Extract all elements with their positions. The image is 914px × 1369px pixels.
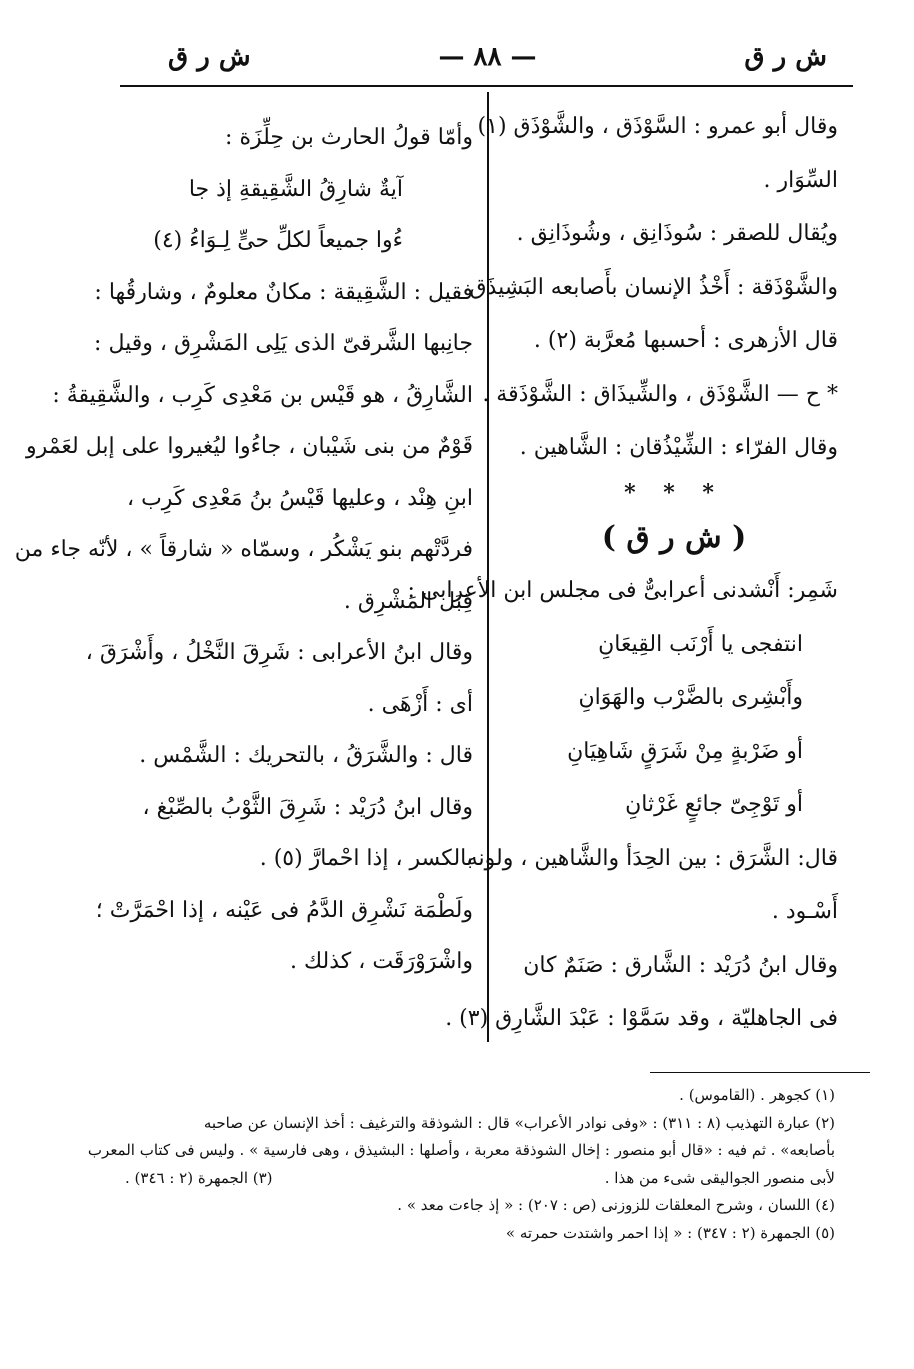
text-line: * ح — الشَّوْذَق ، والشِّيذَاق : الشَّوْذَقة . bbox=[482, 381, 838, 407]
verse-line: ءُوا جميعاً لكلِّ حىٍّ لِـوَاءُ (٤) bbox=[153, 228, 403, 253]
text-line: قال : والشَّرَقُ ، بالتحريك : الشَّمْس . bbox=[139, 743, 473, 768]
text-line: قَوْمٌ من بنى شَيْبان ، جاءُوا ليُغيروا على إبل لعَمْرو bbox=[25, 434, 473, 459]
footnote-2-end: لأبى منصور الجواليقى شىء من هذا . bbox=[604, 1168, 835, 1187]
text-line: قال: الشَّرَق : بين الحِدَأ والشَّاهين ، ولونه bbox=[466, 845, 838, 871]
footnote-2: (٢) عبارة التهذيب (٨ : ٣١١) : «وفى نوادر الأعراب» قال : الشوذقة والترغيف : أخذ الإنسان عن صاحبه bbox=[203, 1113, 835, 1132]
footnotes bbox=[87, 1082, 835, 1247]
footnote-1: (١) كجوهر . (القاموس) . bbox=[679, 1086, 835, 1104]
text-line: ويُقال للصقر : سُوذَانِق ، وشُوذَانِق . bbox=[516, 221, 838, 246]
text-line: واشْرَوْرَقَت ، كذلك . bbox=[289, 949, 473, 974]
text-line: وقال ابنُ دُرَيْد : شَرِقَ الثَّوْبُ بالصِّبْغ ، bbox=[142, 794, 473, 820]
text-line: فى الجاهليّة ، وقد سَمَّوْا : عَبْدَ الشَّارِق (٣) . bbox=[445, 1006, 838, 1031]
text-line: الشَّارِقُ ، هو قَيْس بن مَعْدِى كَرِب ، والشَّقِيقةُ : bbox=[52, 382, 473, 408]
text-line: ولَطْمَة نَشْرِق الدَّمُ فى عَيْنه ، إذا احْمَرَّتْ ؛ bbox=[95, 897, 473, 923]
page-header bbox=[120, 38, 855, 86]
verse-line: أو ضَرْبةٍ مِنْ شَرَقٍ شَاهِيَانِ bbox=[567, 738, 803, 764]
footnote-5: (٥) الجمهرة (٢ : ٣٤٧) : « إذا احمر واشتدت حمرته » bbox=[505, 1223, 835, 1242]
text-line: شَمِر: أَنْشدنى أعرابىٌّ فى مجلس ابن الأعرابى : bbox=[407, 578, 838, 603]
text-line: وقال ابنُ دُرَيْد : الشَّارق : صَنَمٌ كان bbox=[523, 952, 838, 978]
verse-line: انتفجى يا أَرْنَب القِيعَانِ bbox=[598, 631, 803, 657]
verse-line: آيةٌ شارِقُ الشَّقِيقةِ إذ جا bbox=[188, 176, 403, 202]
text-line: وقال ابنُ الأعرابى : شَرِقَ النَّخْلُ ، وأَشْرَقَ ، bbox=[85, 640, 473, 665]
text-line: وقال أبو عمرو : السَّوْذَق ، والشَّوْذَق (١) bbox=[477, 114, 838, 139]
footnote-row bbox=[125, 1165, 835, 1193]
text-line: بالكسر ، إذا احْمارَّ (٥) . bbox=[259, 846, 473, 871]
text-line: وقال الفرّاء : الشِّيْذُقان : الشَّاهين . bbox=[519, 435, 838, 460]
text-line: أى : أَزْهَى . bbox=[367, 691, 473, 717]
text-line: جانِبها الشَّرقىّ الذى يَلِى المَشْرِق ، وقيل : bbox=[94, 331, 473, 356]
text-line: السِّوَار . bbox=[763, 167, 838, 193]
text-line: والشَّوْذَقة : أَخْذُ الإنسان بأَصابعه البَشِيذَق . bbox=[455, 274, 838, 300]
text-line: قال الأزهرى : أحسبها مُعرَّبة (٢) . bbox=[533, 328, 838, 353]
verse-line: أو تَوْجِىّ جائعٍ غَرْثانِ bbox=[625, 792, 803, 817]
header-root-right: ش ر ق bbox=[744, 42, 827, 72]
footnote-rule bbox=[650, 1072, 870, 1073]
section-heading: ( ش ر ق ) bbox=[601, 519, 747, 555]
text-line: فقيل : الشَّقِيقة : مكانٌ معلومٌ ، وشارقُها : bbox=[94, 279, 473, 305]
header-rule bbox=[120, 85, 853, 87]
text-line: وأمّا قولُ الحارث بن حِلِّزَة : bbox=[225, 125, 473, 150]
footnote-3: (٣) الجمهرة (٢ : ٣٤٦) . bbox=[125, 1168, 273, 1187]
verse-line: وأَبْشِرى بالضَّرْب والهَوَانِ bbox=[578, 685, 803, 710]
header-root-left: ش ر ق bbox=[168, 42, 251, 72]
footnote-4: (٤) اللسان ، وشرح المعلقات للزوزنى (ص : ٢٠٧) : « إذ جاءت معد » . bbox=[397, 1196, 835, 1214]
footnote-2-continued: بأصابعه» . ثم فيه : «قال أبو منصور : إخال الشوذقة معربة ، وأصلها : البشيذق ، وهى فارسية » . وليس فى كتاب المعرب bbox=[87, 1141, 835, 1159]
text-line: ابنِ هِنْد ، وعليها قَيْسُ بنُ مَعْدِى كَرِب ، bbox=[127, 485, 473, 511]
page-number: — ٨٨ — bbox=[438, 42, 537, 72]
left-column bbox=[14, 112, 473, 988]
section-separator: * * * bbox=[624, 479, 724, 506]
text-line: فردَّتْهم بنو يَشْكُر ، وسمّاه « شارقاً » ، لأنّه جاء من bbox=[14, 537, 473, 562]
text-line: قِبَل المَشْرِق . bbox=[343, 588, 473, 614]
text-line: أَسْـود . bbox=[771, 899, 838, 924]
